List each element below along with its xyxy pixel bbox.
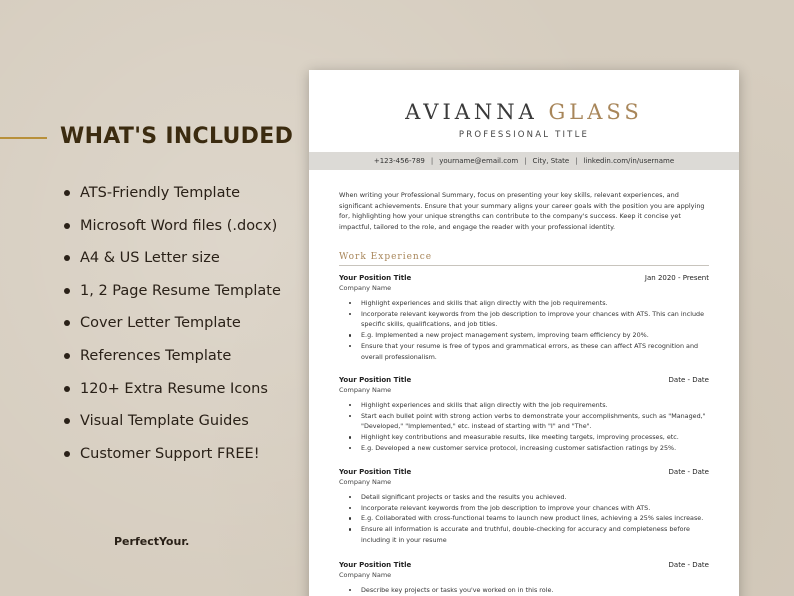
contact-separator: | <box>430 157 434 165</box>
job-bullet: E.g. Collaborated with cross-functional teams to launch new product lines, achieving a 25% sales increase. <box>339 513 709 524</box>
job-bullet: Ensure that your resume is free of typos and grammatical errors, as these can affect ATS recognition and overall professionalism. <box>339 341 709 362</box>
headline: WHAT'S INCLUDED <box>60 124 294 149</box>
first-name: AVIANNA <box>405 100 538 124</box>
resume-document <box>309 70 739 596</box>
feature-item: 1, 2 Page Resume Template <box>64 280 281 313</box>
job-date: Date - Date <box>668 468 709 476</box>
contact-bar <box>309 152 739 170</box>
feature-list <box>64 182 281 475</box>
job-date: Date - Date <box>668 376 709 384</box>
job-bullet: Incorporate relevant keywords from the job description to improve your chances with ATS. This can include specific skills, qualifications, and job titles. <box>339 309 709 330</box>
contact-separator: | <box>524 157 527 165</box>
job-entry <box>339 467 709 546</box>
feature-item: Visual Template Guides <box>64 410 281 443</box>
contact-phone: +123-456-789 <box>373 157 425 165</box>
job-title: Your Position Title <box>339 274 412 282</box>
job-company: Company Name <box>339 478 392 486</box>
last-name: GLASS <box>548 100 643 124</box>
job-bullet: Ensure all information is accurate and truthful, double-checking for accuracy and completeness before including it in your resume <box>339 524 709 545</box>
job-entry <box>339 560 709 596</box>
professional-summary: When writing your Professional Summary, focus on presenting your key skills, relevant experiences, and significant achievements. Ensure that your summary aligns your career goals with the position you are applying for, highlighting how your unique strengths can contribute to the company's success. Keep it concise yet impactful, tailored to the role, and engage the reader with your professional identity. <box>339 191 705 232</box>
feature-item: A4 & US Letter size <box>64 247 281 280</box>
job-bullet: Describe key projects or tasks you've worked on in this role. <box>339 585 709 596</box>
contact-email: yourname@email.com <box>439 157 519 165</box>
job-bullet: E.g. Implemented a new project management system, improving team efficiency by 20%. <box>339 330 709 341</box>
job-bullet: Highlight experiences and skills that align directly with the job requirements. <box>339 400 709 411</box>
brand-logo: PerfectYour. <box>114 535 190 548</box>
job-title: Your Position Title <box>339 561 412 569</box>
job-title: Your Position Title <box>339 468 412 476</box>
job-bullet: Highlight key contributions and measurable results, like meeting targets, improving processes, etc. <box>339 432 709 443</box>
job-bullet: Highlight experiences and skills that align directly with the job requirements. <box>339 298 709 309</box>
feature-item: Cover Letter Template <box>64 312 281 345</box>
section-title: Work Experience <box>339 252 433 262</box>
feature-item: References Template <box>64 345 281 378</box>
job-company: Company Name <box>339 386 392 394</box>
section-divider <box>339 265 709 266</box>
feature-item: 120+ Extra Resume Icons <box>64 378 281 411</box>
job-title: Your Position Title <box>339 376 412 384</box>
contact-linkedin: linkedin.com/in/username <box>583 157 675 165</box>
job-entry <box>339 273 709 362</box>
job-bullet: Detail significant projects or tasks and the results you achieved. <box>339 492 709 503</box>
resume-name <box>309 100 739 124</box>
job-bullet: E.g. Developed a new customer service protocol, increasing customer satisfaction ratings by 25%. <box>339 443 709 454</box>
feature-item: Microsoft Word files (.docx) <box>64 215 281 248</box>
accent-line <box>0 137 47 139</box>
job-company: Company Name <box>339 284 392 292</box>
professional-title: PROFESSIONAL TITLE <box>458 130 590 140</box>
job-date: Jan 2020 - Present <box>644 274 709 282</box>
feature-item: ATS-Friendly Template <box>64 182 281 215</box>
feature-item: Customer Support FREE! <box>64 443 281 476</box>
job-entry <box>339 375 709 454</box>
job-date: Date - Date <box>668 561 709 569</box>
job-bullet: Incorporate relevant keywords from the job description to improve your chances with ATS. <box>339 503 709 514</box>
contact-location: City, State <box>532 157 570 165</box>
job-bullet: Start each bullet point with strong action verbs to demonstrate your accomplishments, such as "Managed," "Developed," "Implemented," etc. instead of starting with "I" and "The". <box>339 411 709 432</box>
job-company: Company Name <box>339 571 392 579</box>
contact-separator: | <box>575 157 578 165</box>
